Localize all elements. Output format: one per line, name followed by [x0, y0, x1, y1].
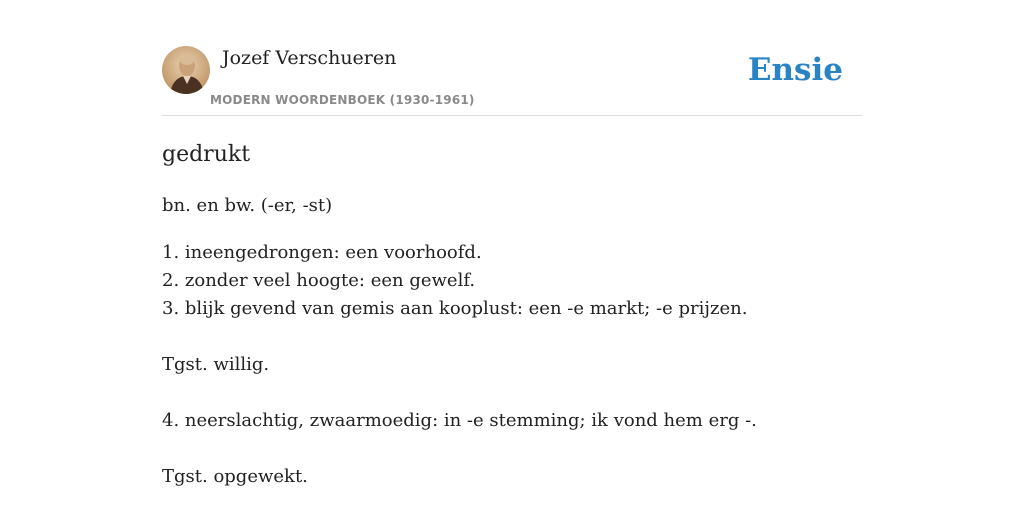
blank-line	[162, 323, 757, 351]
source-label: MODERN WOORDENBOEK (1930-1961)	[210, 93, 475, 107]
antonym-line: Tgst. opgewekt.	[162, 466, 308, 487]
definition-line: 1. ineengedrongen: een voorhoofd.	[162, 242, 482, 263]
author-avatar[interactable]	[162, 46, 210, 94]
blank-line	[162, 379, 757, 407]
blank-line	[162, 435, 757, 463]
header-divider	[162, 115, 862, 116]
author-portrait-image	[162, 46, 210, 94]
author-name[interactable]: Jozef Verschueren	[222, 47, 397, 69]
ensie-logo[interactable]: Ensie	[747, 52, 843, 88]
entry-grammar: bn. en bw. (-er, -st)	[162, 195, 333, 216]
definition-line: 3. blijk gevend van gemis aan kooplust: een -e markt; -e prijzen.	[162, 298, 748, 319]
antonym-line: Tgst. willig.	[162, 354, 270, 375]
definition-line: 4. neerslachtig, zwaarmoedig: in -e stemming; ik vond hem erg -.	[162, 410, 757, 431]
definition-line: 2. zonder veel hoogte: een gewelf.	[162, 270, 476, 291]
definition-list	[162, 239, 757, 491]
entry-headword: gedrukt	[162, 142, 251, 167]
